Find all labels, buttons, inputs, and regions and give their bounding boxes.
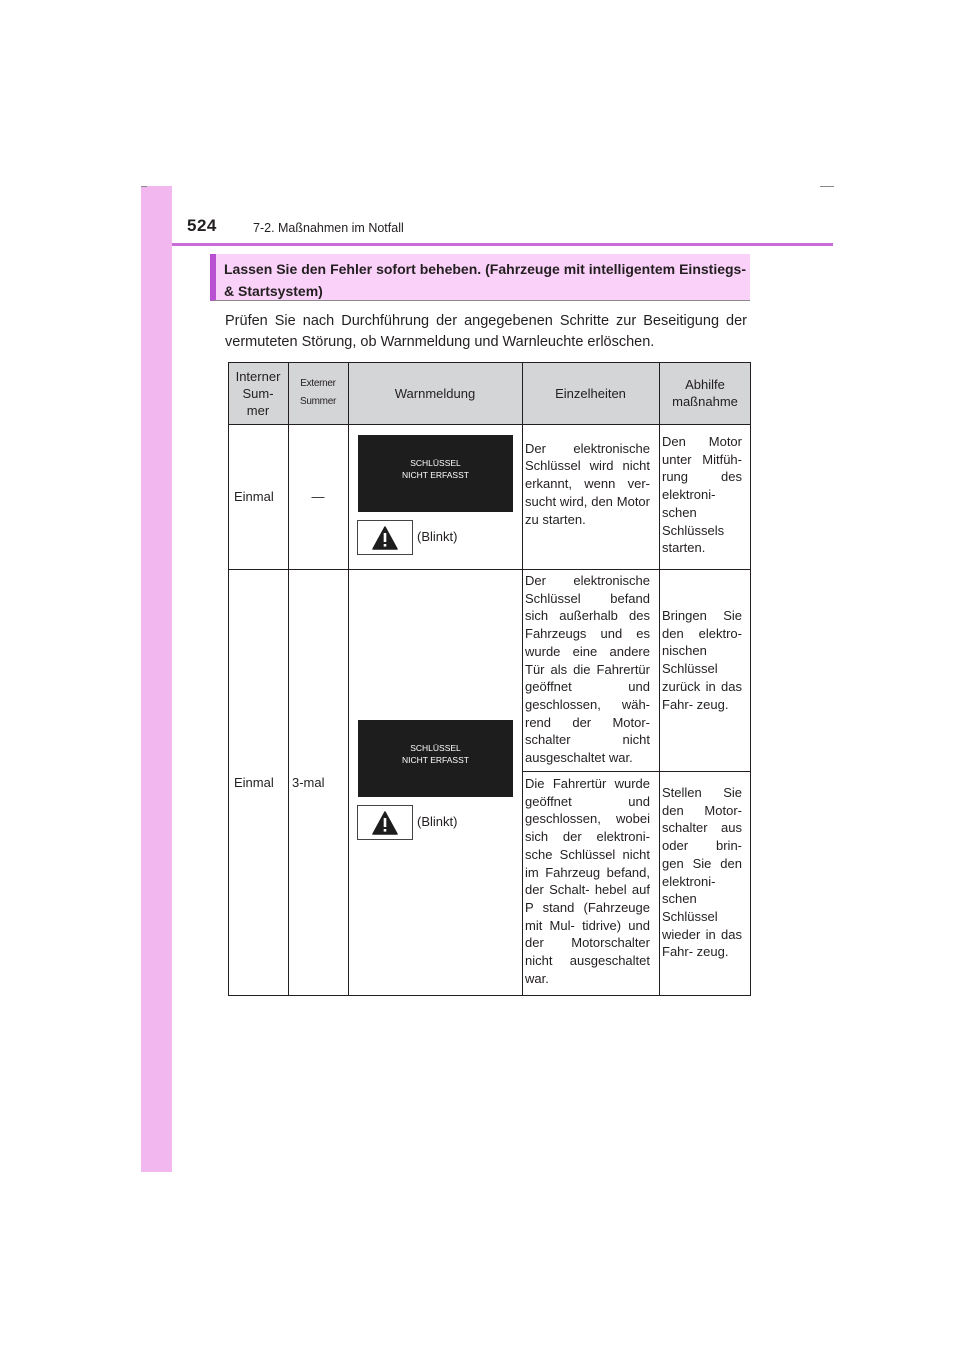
crop-mark: [141, 186, 147, 187]
crop-mark: [820, 186, 834, 187]
sidebar-tab: [141, 186, 172, 1172]
row2-remedy-a: Bringen Sie den elektro- nischen Schlüssel zurück in das Fahr- zeug.: [662, 608, 742, 712]
screen-text-line1: SCHLÜSSEL: [410, 458, 461, 468]
header-remedy: Abhilfe maßnahme: [659, 362, 751, 424]
header-external-buzzer: Externer Summer: [288, 362, 348, 424]
header-internal-buzzer: Interner Sum- mer: [228, 362, 288, 424]
row1-details: [525, 425, 650, 543]
table-subrow-rule: [522, 771, 751, 772]
table-border-top: [228, 362, 751, 363]
table-border-right: [750, 362, 751, 996]
display-screen: [358, 720, 513, 797]
table-border-bottom: [228, 995, 751, 996]
row1-external: —: [311, 489, 325, 505]
header-details: Einzelheiten: [522, 362, 659, 424]
intro-paragraph: Prüfen Sie nach Durchführung der angegebenen Schritte zur Beseitigung der vermuteten Störung, ob Warnmeldung und Warnleuchte erlöschen.: [225, 313, 747, 350]
row1-internal: Einmal: [234, 489, 274, 505]
row1-details-text: Der elektronische Schlüssel wird nicht erkannt, wenn ver- sucht wird, den Motor zu starten.: [525, 440, 650, 527]
row2-external: 3-mal: [292, 774, 325, 790]
blink-label: (Blinkt): [417, 814, 458, 829]
row1-remedy: Den Motor unter Mitfüh- rung des elektroni- schen Schlüssels starten.: [662, 434, 742, 556]
warning-table: [228, 362, 751, 996]
header-rule: [172, 243, 833, 246]
warning-triangle-icon: [357, 520, 413, 555]
table-col-rule: [659, 362, 660, 996]
table-col-rule: [522, 362, 523, 996]
page-number: 524: [187, 216, 217, 235]
header-message: Warnmeldung: [348, 362, 522, 424]
blink-label: (Blinkt): [417, 529, 458, 544]
screen-text-line2: NICHT ERFASST: [402, 469, 469, 480]
callout-title: Lassen Sie den Fehler sofort beheben. (Fahrzeuge mit intelligentem Einstiegs- & Startsystem): [224, 261, 746, 299]
callout-box: [210, 254, 750, 301]
screen-text-line2: NICHT ERFASST: [402, 754, 469, 765]
warning-triangle-icon: [357, 805, 413, 840]
table-border-left: [228, 362, 229, 996]
row2-details-a: Der elektronische Schlüssel befand sich außerhalb des Fahrzeugs und es wurde eine andere Tür als die Fahrertür geöffnet und geschlossen, wäh- rend der Motor- schalter nicht ausgeschaltet war.: [525, 573, 650, 766]
screen-text-line1: SCHLÜSSEL: [410, 743, 461, 753]
row2-internal: Einmal: [234, 774, 274, 790]
section-title: 7-2. Maßnahmen im Notfall: [253, 221, 404, 235]
row2-remedy-b: Stellen Sie den Motor- schalter aus oder brin- gen Sie den elektroni- schen Schlüssel wieder in das Fahr- zeug.: [662, 785, 742, 960]
row2-details-b: Die Fahrertür wurde geöffnet und geschlossen, wobei sich der elektroni- sche Schlüssel nicht im Fahrzeug befand, der Schalt- hebel auf P stand (Fahrzeuge mit Mul- tidrive) und der Motorschalter nicht ausgeschaltet war.: [525, 776, 650, 986]
table-col-rule: [348, 362, 349, 996]
display-screen: [358, 435, 513, 512]
